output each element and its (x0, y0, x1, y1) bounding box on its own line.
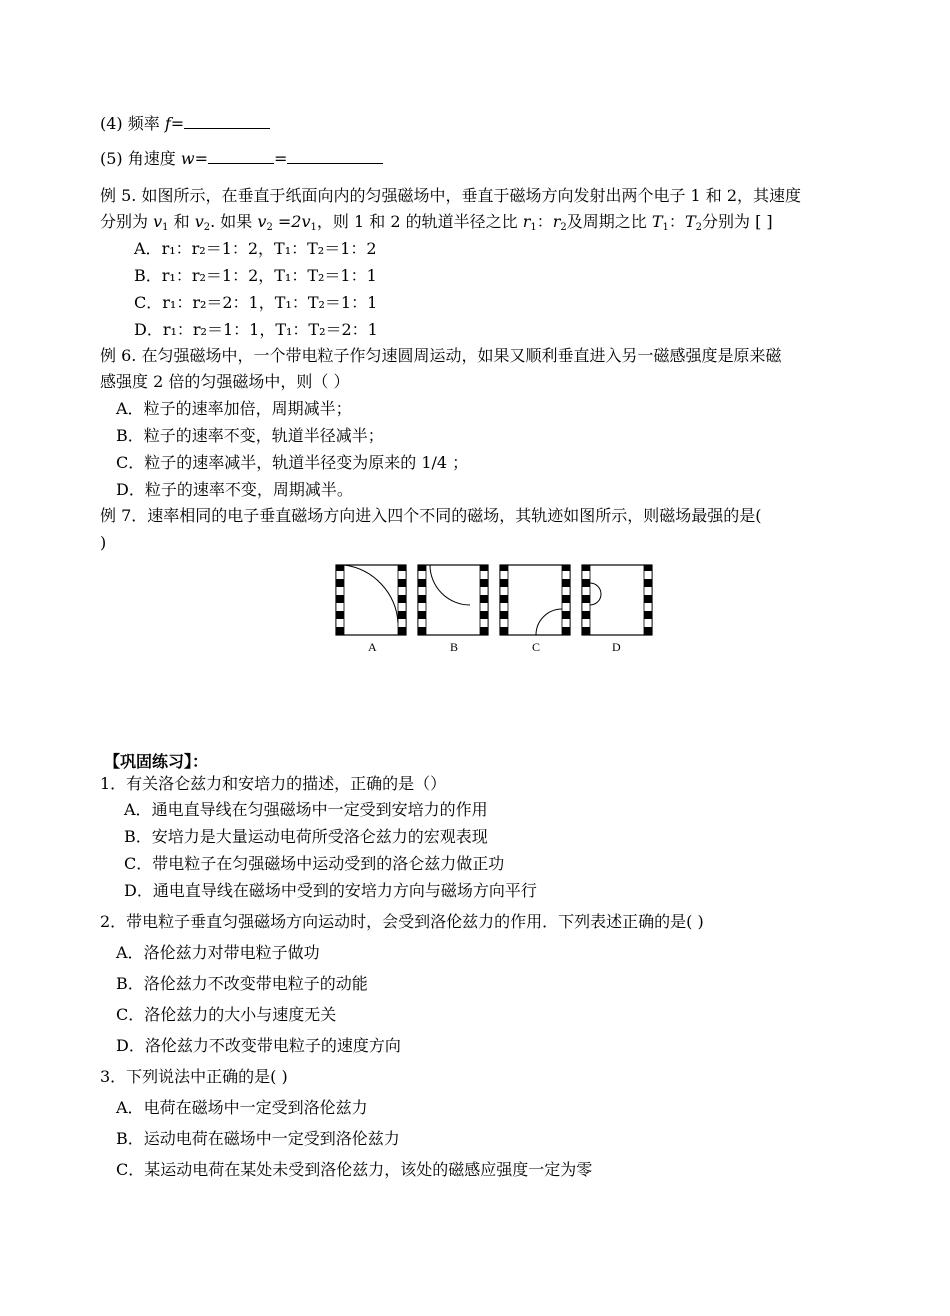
option-label: A． (134, 239, 162, 258)
ex7-stem-line1: 例 7．速率相同的电子垂直磁场方向进入四个不同的磁场，其轨迹如图所示，则磁场最强的是( (100, 506, 762, 525)
q3-option-a[interactable] (116, 1098, 368, 1118)
option-label: B． (116, 974, 144, 993)
ex5-option-b[interactable] (134, 266, 377, 286)
option-text: 带电粒子在匀强磁场中运动受到的洛仑兹力做正功 (152, 854, 505, 873)
ex5-stem-line2 (100, 212, 773, 232)
t2-symbol: T (684, 212, 696, 231)
option-text: 洛伦兹力的大小与速度无关 (144, 1005, 337, 1024)
panel-label-c: C (532, 640, 541, 653)
subscript: 1 (662, 222, 669, 233)
option-text: 粒子的速率不变，轨道半径减半； (143, 426, 384, 445)
text: 和 (168, 212, 195, 231)
ex6-option-a[interactable] (116, 399, 352, 419)
v2-symbol: v (194, 212, 204, 231)
option-text: r₁：r₂＝1：2，T₁：T₂＝1：2 (161, 239, 377, 258)
panel-b (418, 565, 488, 635)
option-label: D． (134, 320, 163, 339)
r1-symbol: r (522, 212, 531, 231)
option-label: B． (116, 1129, 144, 1148)
option-text: r₁：r₂＝1：1，T₁：T₂＝2：1 (162, 320, 378, 339)
q1-option-b[interactable] (124, 827, 488, 847)
frequency-blank[interactable] (184, 113, 270, 129)
text: 分别为 [ ] (701, 212, 773, 231)
q3-option-b[interactable] (116, 1129, 400, 1149)
option-text: 电荷在磁场中一定受到洛伦兹力 (143, 1098, 368, 1117)
ex5-option-a[interactable] (134, 239, 377, 259)
panel-c (500, 565, 570, 635)
panel-label-a: A (368, 640, 377, 653)
q3-stem: 3．下列说法中正确的是( ) (100, 1067, 288, 1086)
ex5-option-c[interactable] (134, 293, 377, 313)
frequency-question (100, 113, 270, 134)
option-label: C． (116, 453, 145, 472)
colon: ： (536, 212, 553, 231)
equals-sign: = (170, 114, 185, 133)
subscript: 2 (266, 222, 273, 233)
frequency-symbol: f (164, 114, 171, 133)
q1-option-d[interactable] (124, 881, 537, 901)
ex5-option-d[interactable] (134, 320, 378, 340)
practice-heading: 【巩固练习】： (104, 752, 209, 771)
subscript: 2 (695, 222, 702, 233)
text: ，则 1 和 2 的轨道半径之比 (316, 212, 523, 231)
trajectory-figure (334, 563, 654, 653)
v1-symbol: v (153, 212, 163, 231)
v2-symbol: v (257, 212, 267, 231)
angular-velocity-symbol: w (180, 149, 195, 168)
q1-option-c[interactable] (124, 854, 504, 874)
subscript: 2 (560, 222, 567, 233)
option-label: B． (134, 266, 162, 285)
panel-a (336, 565, 406, 635)
angular-velocity-blank-1[interactable] (208, 148, 274, 164)
option-text: 洛伦兹力对带电粒子做功 (143, 943, 320, 962)
ex6-option-b[interactable] (116, 426, 384, 446)
option-label: C． (134, 293, 163, 312)
q2-option-a[interactable] (116, 943, 320, 963)
q2-option-c[interactable] (116, 1005, 336, 1025)
text: 及周期之比 (566, 212, 652, 231)
option-label: D． (124, 881, 153, 900)
panel-label-b: B (450, 640, 459, 653)
ex7-stem-line2: ) (100, 533, 107, 552)
panel-label-d: D (612, 640, 621, 653)
q2-stem: 2．带电粒子垂直匀强磁场方向运动时，会受到洛伦兹力的作用．下列表述正确的是( ) (100, 912, 704, 931)
q3-option-c[interactable] (116, 1160, 592, 1180)
option-label: A． (116, 943, 144, 962)
ex6-option-c[interactable] (116, 453, 468, 473)
r2-symbol: r (552, 212, 561, 231)
option-label: D． (116, 480, 145, 499)
equals-sign: = (194, 149, 208, 168)
q1-stem: 1．有关洛仑兹力和安培力的描述，正确的是（） (100, 774, 447, 793)
q2-option-b[interactable] (116, 974, 368, 994)
ex6-stem-line1: 例 6. 在匀强磁场中，一个带电粒子作匀速圆周运动，如果又顺利垂直进入另一磁感强度是原来磁 (100, 346, 782, 365)
option-label: A． (116, 1098, 144, 1117)
option-text: 洛伦兹力不改变带电粒子的速度方向 (144, 1036, 401, 1055)
colon: ： (668, 212, 685, 231)
option-text: 安培力是大量运动电荷所受洛仑兹力的宏观表现 (151, 827, 488, 846)
t1-symbol: T (651, 212, 663, 231)
text: 分别为 (100, 212, 154, 231)
frequency-label: (4) 频率 (100, 114, 160, 133)
option-label: C． (116, 1005, 145, 1024)
v1-symbol: v (301, 212, 311, 231)
subscript: 2 (203, 222, 211, 233)
equals-sign: = (273, 149, 288, 168)
option-text: 粒子的速率不变，周期减半。 (144, 480, 353, 499)
option-text: 粒子的速率减半，轨道半径变为原来的 1/4 ； (144, 453, 469, 472)
panel-d (582, 565, 652, 635)
angular-velocity-blank-2[interactable] (287, 148, 383, 164)
q2-option-d[interactable] (116, 1036, 401, 1056)
ex6-stem-line2: 感强度 2 倍的匀强磁场中，则（ ） (100, 372, 350, 391)
option-label: B． (124, 827, 152, 846)
option-label: D． (116, 1036, 145, 1055)
subscript: 1 (310, 222, 317, 233)
subscript: 1 (530, 222, 537, 233)
subscript: 1 (162, 222, 169, 233)
text: . 如果 (210, 212, 258, 231)
option-label: A． (116, 399, 144, 418)
angular-velocity-question (100, 148, 383, 169)
option-text: 通电直导线在匀强磁场中一定受到安培力的作用 (151, 800, 488, 819)
option-label: C． (116, 1160, 145, 1179)
angular-velocity-label: (5) 角速度 (100, 149, 176, 168)
text: =2 (272, 212, 302, 231)
option-label: B． (116, 426, 144, 445)
option-text: r₁：r₂＝2：1，T₁：T₂＝1：1 (162, 293, 378, 312)
option-label: A． (124, 800, 152, 819)
option-text: r₁：r₂＝1：2，T₁：T₂＝1：1 (161, 266, 377, 285)
ex5-stem-line1: 例 5. 如图所示，在垂直于纸面向内的匀强磁场中，垂直于磁场方向发射出两个电子 1 和 2，其速度 (100, 186, 802, 205)
option-text: 粒子的速率加倍，周期减半； (143, 399, 352, 418)
option-text: 运动电荷在磁场中一定受到洛伦兹力 (143, 1129, 400, 1148)
option-label: C． (124, 854, 153, 873)
option-text: 通电直导线在磁场中受到的安培力方向与磁场方向平行 (152, 881, 537, 900)
q1-option-a[interactable] (124, 800, 488, 820)
option-text: 某运动电荷在某处未受到洛伦兹力，该处的磁感应强度一定为零 (144, 1160, 593, 1179)
option-text: 洛伦兹力不改变带电粒子的动能 (143, 974, 368, 993)
ex6-option-d[interactable] (116, 480, 353, 500)
